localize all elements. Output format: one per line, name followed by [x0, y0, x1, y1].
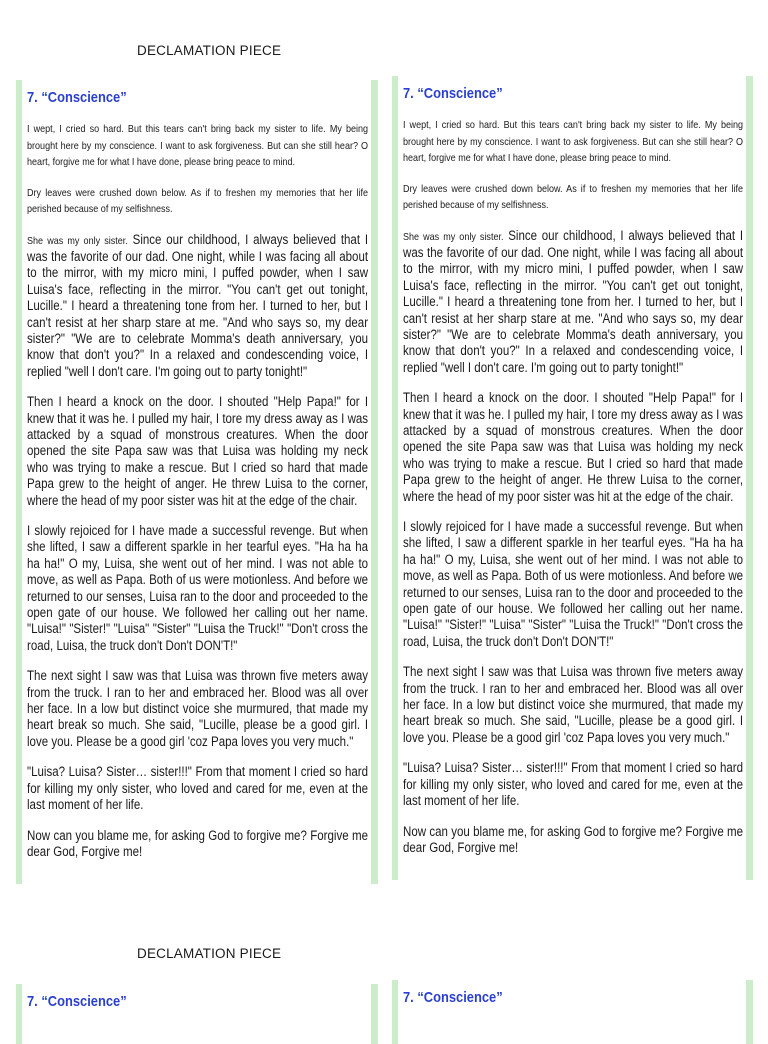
paragraph-3-lead: She was my only sister.: [27, 234, 128, 247]
text-column-right: [392, 76, 753, 880]
paragraph-5: I slowly rejoiced for I have made a successful revenge. But when she lifted, I saw a different sparkle in her tearful eyes. "Ha ha ha ha ha!" O my, Luisa, she went out of her mind. I was not able to move, as well as Papa. Both of us were motionless. And before we returned to our senses, Luisa ran to the door and proceeded to the open gate of our house. We followed her calling out her name. "Luisa!" "Sister!" "Luisa" "Sister" "Luisa the Truck!" "Don't cross the road, Luisa, the truck don't Don't DON'T!": [403, 519, 744, 649]
paragraph-4: Then I heard a knock on the door. I shouted "Help Papa!" for I knew that it was he. I pulled my hair, I tore my dress away as I was attacked by a squad of monstrous creatures. When the door opened the site Papa saw was that Luisa was holding my neck who was trying to make a rescue. But I cried so hard that made Papa grew to the height of anger. He threw Luisa to the corner, where the head of my poor sister was hit at the edge of the chair.: [27, 394, 369, 508]
text-column-left: [16, 80, 378, 884]
paragraph-2: Dry leaves were crushed down below. As if to freshen my memories that her life perished because of my selfishness.: [27, 186, 369, 215]
paragraph-3-body: Since our childhood, I always believed that I was the favorite of our dad. One night, while I was facing all about to the mirror, with my micro mini, I puffed powder, when I saw Luisa's face, reflecting in the mirror. "You can't get out tonight, Lucille." I heard a threatening tone from her. I turned to her, but I can't resist at her sharp stare at me. "And who says so, my dear sister?" "We are to celebrate Momma's death anniversary, you know that don't you?" In a relaxed and condescending voice, I replied "well I don't care. I'm going out to party tonight!": [27, 231, 369, 379]
paragraph-3-body: Since our childhood, I always believed that I was the favorite of our dad. One night, while I was facing all about to the mirror, with my micro mini, I puffed powder, when I saw Luisa's face, reflecting in the mirror. "You can't get out tonight, Lucille." I heard a threatening tone from her. I turned to her, but I can't resist at her sharp stare at me. "And who says so, my dear sister?" "We are to celebrate Momma's death anniversary, you know that don't you?" In a relaxed and condescending voice, I replied "well I don't care. I'm going out to party tonight!": [403, 227, 744, 375]
piece-title-lower: 7. “Conscience”: [403, 989, 503, 1006]
paragraph-8: Now can you blame me, for asking God to forgive me? Forgive me dear God, Forgive me!: [27, 827, 369, 859]
piece-title: 7. “Conscience”: [27, 89, 127, 106]
page-heading-top: DECLAMATION PIECE: [137, 43, 282, 58]
page-heading-bottom: DECLAMATION PIECE: [137, 946, 282, 961]
piece-title: 7. “Conscience”: [403, 85, 503, 102]
paragraph-1: I wept, I cried so hard. But this tears can't bring back my sister to life. My being brought here by my conscience. I want to ask forgiveness. But can she still hear? O heart, forgive me for what I have done, please bring peace to mind.: [403, 119, 744, 164]
paragraph-5: I slowly rejoiced for I have made a successful revenge. But when she lifted, I saw a different sparkle in her tearful eyes. "Ha ha ha ha ha!" O my, Luisa, she went out of her mind. I was not able to move, as well as Papa. Both of us were motionless. And before we returned to our senses, Luisa ran to the door and proceeded to the open gate of our house. We followed her calling out her name. "Luisa!" "Sister!" "Luisa" "Sister" "Luisa the Truck!" "Don't cross the road, Luisa, the truck don't Don't DON'T!": [27, 523, 369, 653]
paragraph-6: The next sight I saw was that Luisa was thrown five meters away from the truck. I ran to her and embraced her. Blood was all over her face. In a low but distinct voice she murmured, that made my heart break so much. She said, "Lucille, please be a good girl. I love you. Please be a good girl 'coz Papa loves you very much.": [403, 664, 744, 745]
paragraph-3: [27, 232, 368, 381]
text-column-left-lower: [16, 984, 378, 1044]
paragraph-3: [403, 228, 743, 377]
text-column-right-lower: [392, 980, 753, 1044]
paragraph-6: The next sight I saw was that Luisa was thrown five meters away from the truck. I ran to her and embraced her. Blood was all over her face. In a low but distinct voice she murmured, that made my heart break so much. She said, "Lucille, please be a good girl. I love you. Please be a good girl 'coz Papa loves you very much.": [27, 668, 369, 749]
paragraph-8: Now can you blame me, for asking God to forgive me? Forgive me dear God, Forgive me!: [403, 823, 744, 855]
paragraph-1: I wept, I cried so hard. But this tears can't bring back my sister to life. My being brought here by my conscience. I want to ask forgiveness. But can she still hear? O heart, forgive me for what I have done, please bring peace to mind.: [27, 123, 369, 168]
paragraph-3-lead: She was my only sister.: [403, 230, 504, 243]
paragraph-4: Then I heard a knock on the door. I shouted "Help Papa!" for I knew that it was he. I pulled my hair, I tore my dress away as I was attacked by a squad of monstrous creatures. When the door opened the site Papa saw was that Luisa was holding my neck who was trying to make a rescue. But I cried so hard that made Papa grew to the height of anger. He threw Luisa to the corner, where the head of my poor sister was hit at the edge of the chair.: [403, 390, 744, 504]
paragraph-7: "Luisa? Luisa? Sister… sister!!!" From that moment I cried so hard for killing my only sister, who loved and cared for me, even at the last moment of her life.: [403, 760, 744, 809]
paragraph-7: "Luisa? Luisa? Sister… sister!!!" From that moment I cried so hard for killing my only sister, who loved and cared for me, even at the last moment of her life.: [27, 764, 369, 813]
piece-title-lower: 7. “Conscience”: [27, 993, 127, 1010]
paragraph-2: Dry leaves were crushed down below. As if to freshen my memories that her life perished because of my selfishness.: [403, 182, 744, 211]
